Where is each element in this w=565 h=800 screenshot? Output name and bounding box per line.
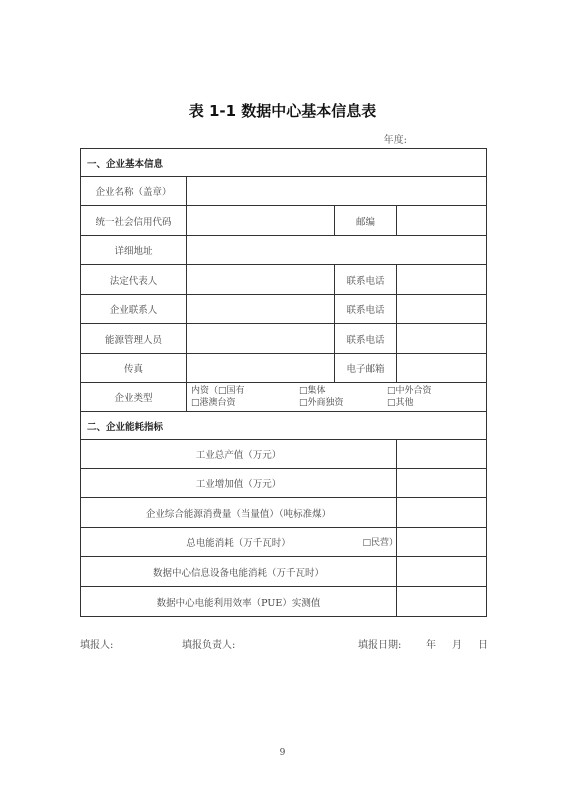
field-label: 企业名称（盖章） [81, 177, 187, 206]
table-row [81, 236, 487, 265]
indicator-label: 企业综合能源消费量（当量值）（吨标准煤） [81, 498, 397, 528]
type-option-foreign[interactable]: □外商独资 [299, 397, 344, 408]
company-name-field[interactable] [187, 177, 487, 206]
field-label: 联系电话 [335, 295, 397, 324]
fax-field[interactable] [187, 354, 335, 383]
phone-field[interactable] [397, 295, 487, 324]
table-row [81, 383, 487, 412]
indicator-value-field[interactable] [397, 469, 487, 498]
page-number: 9 [279, 748, 286, 758]
section-header-row [81, 149, 487, 177]
table-row [81, 587, 487, 617]
indicator-label: 数据中心电能利用效率（PUE）实测值 [81, 587, 397, 617]
indicator-value-field[interactable] [397, 528, 487, 557]
field-label: 联系电话 [335, 324, 397, 354]
type-option-other[interactable]: □其他 [387, 397, 414, 408]
table-row [81, 324, 487, 354]
company-type-options: 内资（□国有 □集体 □中外合资 □港澳台资 □外商独资 □其他 □民营） [187, 383, 487, 412]
indicator-label: 工业总产值（万元） [81, 440, 397, 469]
field-label: 法定代表人 [81, 265, 187, 295]
indicator-label: 总电能消耗（万千瓦时） [81, 528, 397, 557]
energy-manager-field[interactable] [187, 324, 335, 354]
field-label: 邮编 [335, 206, 397, 236]
field-label: 联系电话 [335, 265, 397, 295]
type-option-hkmotw[interactable]: □港澳台资 [191, 397, 236, 408]
table-row [81, 265, 487, 295]
indicator-label: 数据中心信息设备电能消耗（万千瓦时） [81, 557, 397, 587]
indicator-value-field[interactable] [397, 587, 487, 617]
field-label: 电子邮箱 [335, 354, 397, 383]
credit-code-field[interactable] [187, 206, 335, 236]
indicator-value-field[interactable] [397, 557, 487, 587]
phone-field[interactable] [397, 265, 487, 295]
table-row [81, 440, 487, 469]
type-option-collective[interactable]: □集体 [299, 385, 326, 396]
type-option-domestic[interactable]: 内资（□国有 [191, 385, 245, 396]
date-day-label: 日 [478, 640, 488, 651]
type-option-jv[interactable]: □中外合资 [387, 385, 432, 396]
table-row [81, 469, 487, 498]
responsible-label: 填报负责人: [182, 640, 236, 651]
field-label: 传真 [81, 354, 187, 383]
table-row [81, 498, 487, 528]
date-label: 填报日期: [358, 640, 402, 651]
page-title: 表 1-1 数据中心基本信息表 [188, 102, 377, 120]
table-row [81, 528, 487, 557]
table-row [81, 177, 487, 206]
date-month-label: 月 [452, 640, 462, 651]
table-row [81, 295, 487, 324]
table-row [81, 206, 487, 236]
date-year-label: 年 [426, 640, 436, 651]
email-field[interactable] [397, 354, 487, 383]
table-row [81, 354, 487, 383]
indicator-label: 工业增加值（万元） [81, 469, 397, 498]
section-header-row [81, 412, 487, 440]
section-heading: 一、企业基本信息 [81, 149, 487, 177]
indicator-value-field[interactable] [397, 498, 487, 528]
field-label: 统一社会信用代码 [81, 206, 187, 236]
year-label: 年度: [383, 135, 407, 146]
field-label: 企业类型 [81, 383, 187, 412]
field-label: 能源管理人员 [81, 324, 187, 354]
phone-field[interactable] [397, 324, 487, 354]
table-row [81, 557, 487, 587]
field-label: 企业联系人 [81, 295, 187, 324]
contact-field[interactable] [187, 295, 335, 324]
postcode-field[interactable] [397, 206, 487, 236]
section-heading: 二、企业能耗指标 [81, 412, 487, 440]
indicator-value-field[interactable] [397, 440, 487, 469]
field-label: 详细地址 [81, 236, 187, 265]
filler-label: 填报人: [80, 640, 114, 651]
legal-rep-field[interactable] [187, 265, 335, 295]
address-field[interactable] [187, 236, 487, 265]
datacenter-info-table [80, 148, 487, 617]
